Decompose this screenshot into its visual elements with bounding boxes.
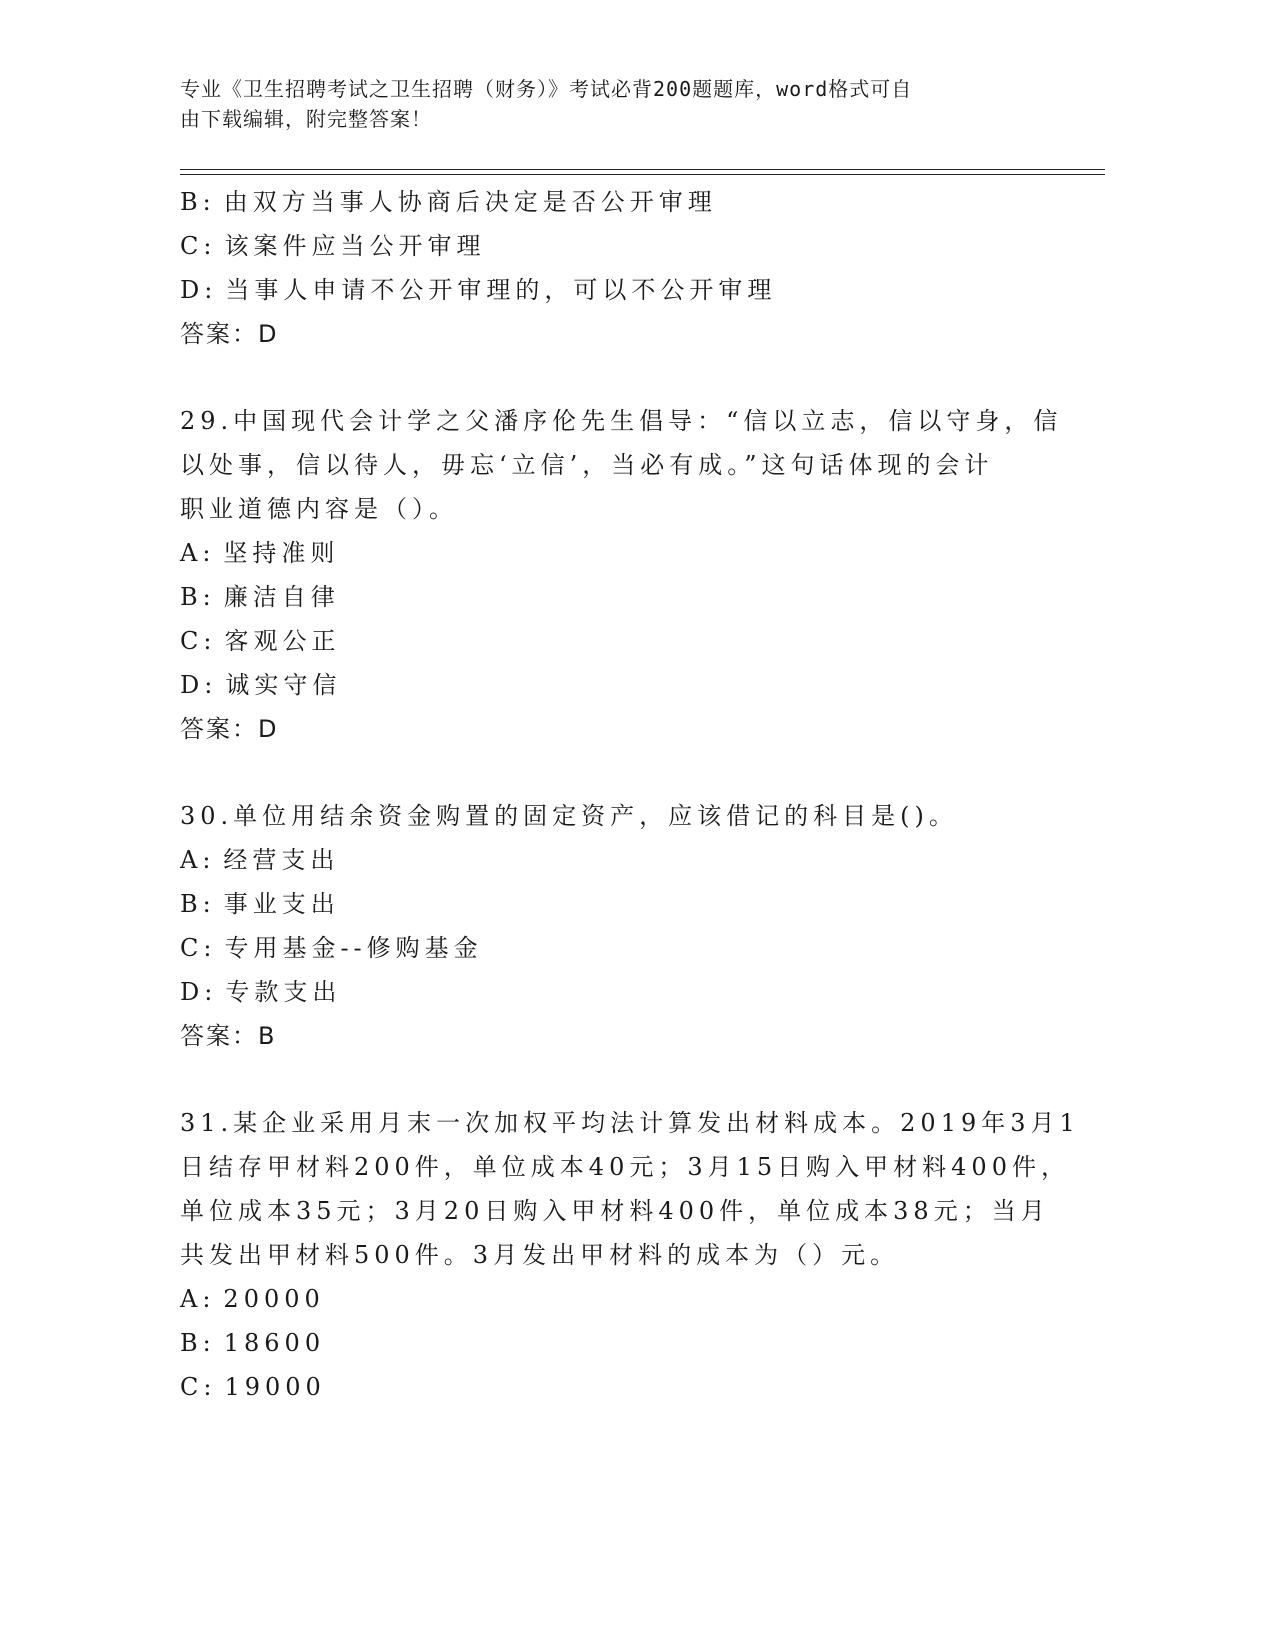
question-content xyxy=(180,180,1080,1409)
question-text-line: 以处事，信以待人，毋忘‘立信’，当必有成。”这句话体现的会计 xyxy=(180,451,994,479)
question-text-line: 30.单位用结余资金购置的固定资产，应该借记的科目是()。 xyxy=(180,802,958,830)
option-text: 廉洁自律 xyxy=(223,583,340,611)
question-text-line: 29.中国现代会计学之父潘序伦先生倡导：“信以立志，信以守身，信 xyxy=(180,407,1063,435)
spacer xyxy=(180,751,1040,794)
option-c xyxy=(180,926,1040,970)
option-label: C: xyxy=(180,1373,217,1401)
header-divider-bottom xyxy=(180,174,1105,175)
option-text: 当事人申请不公开审理的，可以不公开审理 xyxy=(225,276,777,304)
option-b xyxy=(180,882,1040,926)
option-text: 由双方当事人协商后决定是否公开审理 xyxy=(223,188,717,216)
option-d xyxy=(180,970,1040,1014)
option-label: A: xyxy=(180,539,216,567)
option-label: B: xyxy=(180,1329,216,1357)
option-b xyxy=(180,180,1040,224)
option-label: B: xyxy=(180,583,216,611)
question-text-line: 31.某企业采用月末一次加权平均法计算发出材料成本。2019年3月1 xyxy=(180,1109,1080,1137)
option-text: 18600 xyxy=(223,1329,326,1357)
option-b xyxy=(180,575,1040,619)
document-header xyxy=(180,74,1060,134)
question-text-line: 单位成本35元；3月20日购入甲材料400件，单位成本38元；当月 xyxy=(180,1197,1050,1225)
option-text: 诚实守信 xyxy=(225,671,342,699)
option-label: C: xyxy=(180,934,217,962)
question-29 xyxy=(180,399,1063,751)
header-line-2: 由下载编辑，附完整答案！ xyxy=(180,107,432,131)
question-31 xyxy=(180,1101,1080,1409)
spacer xyxy=(180,356,1040,399)
option-text: 该案件应当公开审理 xyxy=(224,232,486,260)
question-text-line: 日结存甲材料200件，单位成本40元；3月15日购入甲材料400件， xyxy=(180,1153,1070,1181)
option-c xyxy=(180,619,1040,663)
spacer xyxy=(180,1058,1040,1101)
option-c xyxy=(180,1365,1040,1409)
question-30 xyxy=(180,794,1040,1058)
option-text: 客观公正 xyxy=(224,627,341,655)
option-text: 事业支出 xyxy=(223,890,340,918)
question-text-line: 职业道德内容是（）。 xyxy=(180,495,458,523)
option-a xyxy=(180,1277,1040,1321)
option-b xyxy=(180,1321,1040,1365)
option-label: C: xyxy=(180,627,217,655)
option-label: B: xyxy=(180,188,216,216)
option-text: 20000 xyxy=(223,1285,325,1313)
option-c xyxy=(180,224,1040,268)
option-label: A: xyxy=(180,846,216,874)
option-label: B: xyxy=(180,890,216,918)
option-label: C: xyxy=(180,232,217,260)
option-a xyxy=(180,531,1040,575)
header-line-1: 专业《卫生招聘考试之卫生招聘（财务）》考试必背200题题库，word格式可自 xyxy=(180,77,913,101)
answer-line: 答案：D xyxy=(180,715,279,743)
answer-line: 答案：D xyxy=(180,320,279,348)
option-text: 专用基金--修购基金 xyxy=(224,934,483,962)
option-d xyxy=(180,663,1040,707)
header-divider-top xyxy=(180,169,1105,170)
option-text: 坚持准则 xyxy=(223,539,340,567)
option-text: 经营支出 xyxy=(223,846,340,874)
option-text: 19000 xyxy=(224,1373,326,1401)
option-label: D: xyxy=(180,671,218,699)
option-label: D: xyxy=(180,276,218,304)
option-text: 专款支出 xyxy=(225,978,342,1006)
answer-line: 答案：B xyxy=(180,1022,277,1050)
option-label: D: xyxy=(180,978,218,1006)
question-text-line: 共发出甲材料500件。3月发出甲材料的成本为（）元。 xyxy=(180,1241,900,1269)
option-a xyxy=(180,838,1040,882)
option-label: A: xyxy=(180,1285,216,1313)
option-d xyxy=(180,268,1040,312)
prev-question-block xyxy=(180,180,1040,356)
